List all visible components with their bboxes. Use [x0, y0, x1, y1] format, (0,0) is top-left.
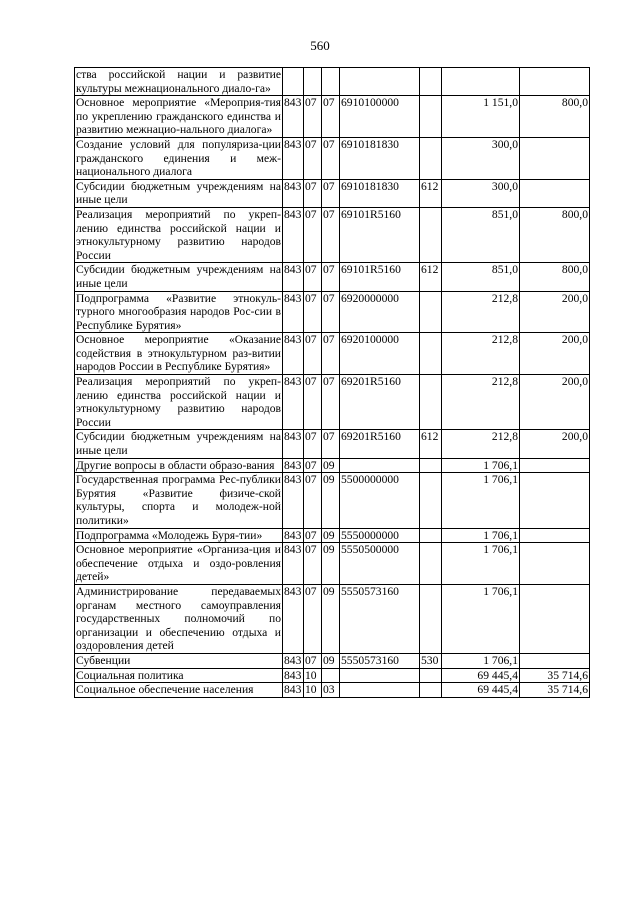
target-article-cell: 6920000000 [340, 291, 420, 333]
grbs-code-cell: 843 [283, 653, 304, 668]
grbs-code-cell: 843 [283, 668, 304, 683]
expense-type-cell: 530 [420, 653, 442, 668]
target-article-cell: 5550573160 [340, 584, 420, 653]
section-code-cell: 07 [304, 96, 322, 138]
amount-year1-cell [442, 68, 520, 96]
grbs-code-cell: 843 [283, 584, 304, 653]
target-article-cell: 6920100000 [340, 333, 420, 375]
subsection-code-cell: 07 [322, 207, 340, 262]
table-row [75, 543, 590, 585]
subsection-code-cell: 07 [322, 333, 340, 375]
item-name-cell: Создание условий для популяриза-ции гражданского единения и меж-национального диалога [76, 137, 281, 179]
target-article-cell: 69201R5160 [340, 430, 420, 458]
subsection-code-cell: 07 [322, 291, 340, 333]
grbs-code-cell: 843 [283, 333, 304, 375]
table-row [75, 207, 590, 262]
expense-type-cell: 612 [420, 430, 442, 458]
target-article-cell: 5550000000 [340, 528, 420, 543]
amount-year1-cell: 851,0 [442, 207, 520, 262]
amount-year2-cell: 200,0 [520, 333, 590, 375]
item-name-cell: Субсидии бюджетным учреждениям на иные цели [76, 263, 281, 290]
item-name-cell: ства российской нации и развитие культуры межнационального диало-га» [76, 68, 281, 95]
item-name-cell: Субвенции [75, 653, 283, 668]
subsection-code-cell: 07 [322, 96, 340, 138]
subsection-code-cell: 07 [322, 430, 340, 458]
target-article-cell: 5550573160 [340, 653, 420, 668]
amount-year2-cell [520, 68, 590, 96]
target-article-cell: 6910100000 [340, 96, 420, 138]
amount-year2-cell [520, 543, 590, 585]
amount-year2-cell [520, 584, 590, 653]
amount-year1-cell: 1 706,1 [442, 584, 520, 653]
item-name-cell: Субсидии бюджетным учреждениям на иные цели [76, 430, 281, 458]
section-code-cell [304, 68, 322, 96]
expense-type-cell [420, 458, 442, 473]
amount-year1-cell: 300,0 [442, 137, 520, 179]
item-name-cell: Основное мероприятие «Мероприя-тия по укреплению гражданского единства и развитию межнацио-нального диалога» [76, 96, 281, 137]
subsection-code-cell: 03 [322, 683, 340, 698]
grbs-code-cell: 843 [283, 207, 304, 262]
budget-table [74, 67, 590, 698]
section-code-cell: 07 [304, 584, 322, 653]
table-row [75, 430, 590, 458]
expense-type-cell [420, 375, 442, 430]
grbs-code-cell: 843 [283, 543, 304, 585]
table-row [75, 458, 590, 473]
expense-type-cell [420, 668, 442, 683]
expense-type-cell [420, 207, 442, 262]
item-name-cell: Администрирование передаваемых органам местного самоуправления государственных полномочий по организации и обеспечению отдыха и оздоровления детей [76, 584, 281, 653]
grbs-code-cell: 843 [283, 291, 304, 333]
subsection-code-cell: 09 [322, 458, 340, 473]
target-article-cell: 6910181830 [340, 137, 420, 179]
item-name-cell: Социальное обеспечение населения [75, 683, 283, 698]
amount-year2-cell: 800,0 [520, 207, 590, 262]
grbs-code-cell: 843 [283, 683, 304, 698]
expense-type-cell [420, 473, 442, 528]
amount-year1-cell: 851,0 [442, 263, 520, 291]
table-row [75, 333, 590, 375]
subsection-code-cell: 09 [322, 584, 340, 653]
expense-type-cell [420, 543, 442, 585]
subsection-code-cell: 09 [322, 473, 340, 528]
expense-type-cell [420, 528, 442, 543]
target-article-cell: 6910181830 [340, 179, 420, 207]
subsection-code-cell: 07 [322, 137, 340, 179]
amount-year2-cell: 200,0 [520, 430, 590, 458]
amount-year2-cell: 800,0 [520, 96, 590, 138]
section-code-cell: 07 [304, 375, 322, 430]
amount-year1-cell: 69 445,4 [442, 683, 520, 698]
amount-year1-cell: 1 706,1 [442, 473, 520, 528]
amount-year1-cell: 300,0 [442, 179, 520, 207]
target-article-cell [340, 668, 420, 683]
amount-year1-cell: 212,8 [442, 430, 520, 458]
subsection-code-cell: 09 [322, 528, 340, 543]
section-code-cell: 07 [304, 207, 322, 262]
target-article-cell: 69101R5160 [340, 263, 420, 291]
section-code-cell: 07 [304, 179, 322, 207]
subsection-code-cell: 07 [322, 179, 340, 207]
item-name-cell: Реализация мероприятий по укреп-лению единства российской нации и этнокультурному развитию народов России [76, 207, 281, 262]
amount-year2-cell [520, 473, 590, 528]
amount-year2-cell: 200,0 [520, 291, 590, 333]
item-name-cell: Государственная программа Рес-публики Бурятия «Развитие физиче-ской культуры, спорта и молодеж-ной политики» [76, 473, 281, 527]
section-code-cell: 07 [304, 263, 322, 291]
table-row [75, 96, 590, 138]
amount-year1-cell: 1 706,1 [442, 528, 520, 543]
expense-type-cell [420, 291, 442, 333]
table-row [75, 375, 590, 430]
expense-type-cell: 612 [420, 179, 442, 207]
target-article-cell [340, 68, 420, 96]
section-code-cell: 07 [304, 137, 322, 179]
expense-type-cell [420, 584, 442, 653]
table-row [75, 68, 590, 96]
section-code-cell: 07 [304, 458, 322, 473]
section-code-cell: 07 [304, 528, 322, 543]
amount-year1-cell: 69 445,4 [442, 668, 520, 683]
amount-year1-cell: 1 706,1 [442, 653, 520, 668]
page-number: 560 [310, 38, 330, 53]
expense-type-cell: 612 [420, 263, 442, 291]
subsection-code-cell: 09 [322, 653, 340, 668]
amount-year2-cell: 35 714,6 [520, 683, 590, 698]
section-code-cell: 07 [304, 653, 322, 668]
target-article-cell: 69201R5160 [340, 375, 420, 430]
subsection-code-cell [322, 68, 340, 96]
item-name-cell: Социальная политика [75, 668, 283, 683]
grbs-code-cell: 843 [283, 137, 304, 179]
expense-type-cell [420, 137, 442, 179]
grbs-code-cell: 843 [283, 473, 304, 528]
grbs-code-cell: 843 [283, 179, 304, 207]
amount-year1-cell: 212,8 [442, 333, 520, 375]
subsection-code-cell [322, 668, 340, 683]
table-row [75, 291, 590, 333]
item-name-cell: Субсидии бюджетным учреждениям на иные цели [76, 179, 281, 207]
subsection-code-cell: 07 [322, 263, 340, 291]
target-article-cell: 5500000000 [340, 473, 420, 528]
section-code-cell: 07 [304, 333, 322, 375]
target-article-cell: 69101R5160 [340, 207, 420, 262]
grbs-code-cell: 843 [283, 375, 304, 430]
section-code-cell: 10 [304, 683, 322, 698]
table-row [75, 528, 590, 543]
grbs-code-cell: 843 [283, 263, 304, 291]
table-row [75, 584, 590, 653]
amount-year2-cell: 800,0 [520, 263, 590, 291]
amount-year1-cell: 1 706,1 [442, 543, 520, 585]
item-name-cell: Основное мероприятие «Организа-ция и обеспечение отдыха и оздо-ровления детей» [76, 543, 281, 584]
table-row [75, 179, 590, 207]
amount-year2-cell [520, 179, 590, 207]
target-article-cell [340, 683, 420, 698]
table-row [75, 668, 590, 683]
expense-type-cell [420, 333, 442, 375]
section-code-cell: 07 [304, 543, 322, 585]
amount-year1-cell: 212,8 [442, 291, 520, 333]
section-code-cell: 10 [304, 668, 322, 683]
subsection-code-cell: 09 [322, 543, 340, 585]
grbs-code-cell: 843 [283, 430, 304, 458]
amount-year2-cell [520, 528, 590, 543]
amount-year2-cell: 35 714,6 [520, 668, 590, 683]
amount-year2-cell [520, 653, 590, 668]
amount-year2-cell [520, 458, 590, 473]
subsection-code-cell: 07 [322, 375, 340, 430]
item-name-cell: Реализация мероприятий по укреп-лению единства российской нации и этнокультурному развитию народов России [76, 375, 281, 429]
item-name-cell: Подпрограмма «Развитие этнокуль-турного многообразия народов Рос-сии в Республике Бурятия» [76, 291, 281, 332]
table-row [75, 683, 590, 698]
section-code-cell: 07 [304, 291, 322, 333]
expense-type-cell [420, 68, 442, 96]
section-code-cell: 07 [304, 473, 322, 528]
item-name-cell: Другие вопросы в области образо-вания [75, 458, 283, 473]
item-name-cell: Подпрограмма «Молодежь Буря-тии» [75, 528, 283, 543]
amount-year2-cell [520, 137, 590, 179]
grbs-code-cell: 843 [283, 96, 304, 138]
amount-year1-cell: 212,8 [442, 375, 520, 430]
table-row [75, 473, 590, 528]
target-article-cell: 5550500000 [340, 543, 420, 585]
table-row [75, 653, 590, 668]
table-row [75, 137, 590, 179]
grbs-code-cell [283, 68, 304, 96]
grbs-code-cell: 843 [283, 528, 304, 543]
amount-year1-cell: 1 151,0 [442, 96, 520, 138]
section-code-cell: 07 [304, 430, 322, 458]
table-row [75, 263, 590, 291]
amount-year2-cell: 200,0 [520, 375, 590, 430]
item-name-cell: Основное мероприятие «Оказание содействия в этнокультурном раз-витии народов России в Республике Бурятия» [76, 333, 281, 374]
expense-type-cell [420, 96, 442, 138]
target-article-cell [340, 458, 420, 473]
grbs-code-cell: 843 [283, 458, 304, 473]
amount-year1-cell: 1 706,1 [442, 458, 520, 473]
expense-type-cell [420, 683, 442, 698]
